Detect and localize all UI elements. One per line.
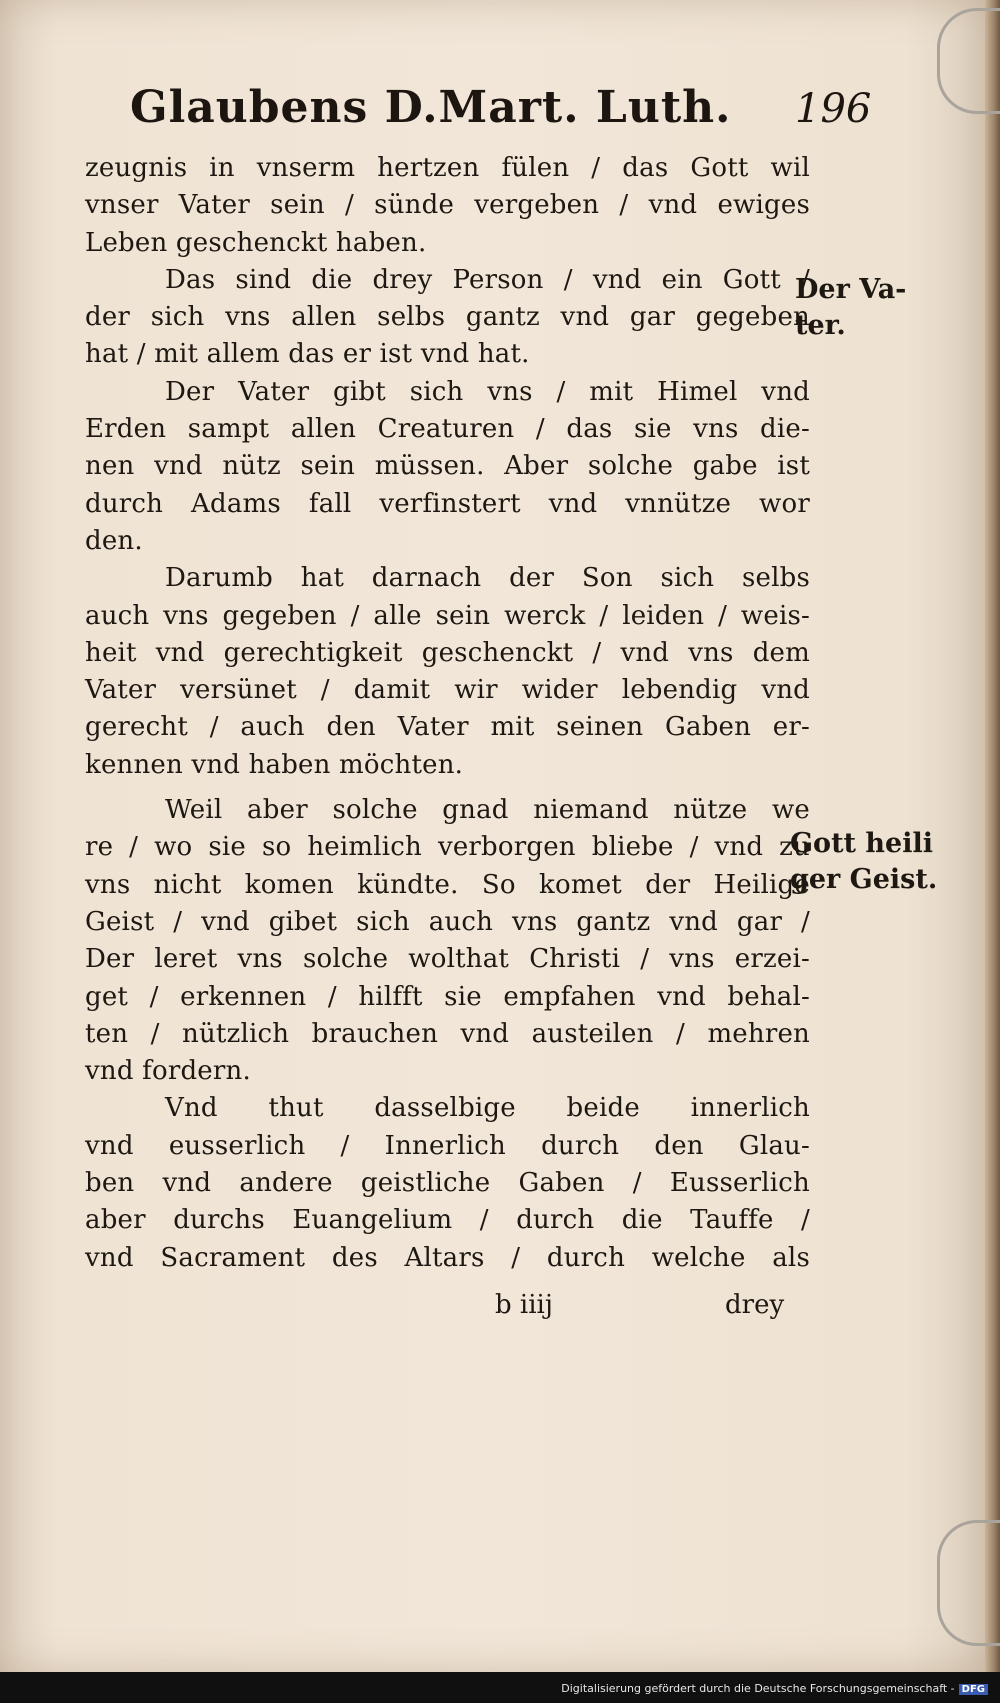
credit-text: Digitalisierung gefördert durch die Deutsche Forschungsgemeinschaft - bbox=[561, 1682, 955, 1695]
text-line: aber durchs Euangelium / durch die Tauffe / bbox=[85, 1205, 810, 1236]
signature-mark: b iiij bbox=[495, 1290, 553, 1320]
text-line: gerecht / auch den Vater mit seinen Gaben er- bbox=[85, 712, 810, 743]
margin-note-geist: Gott heili ger Geist. bbox=[790, 828, 938, 895]
text-line: hat / mit allem das er ist vnd hat. bbox=[85, 339, 530, 370]
book-fore-edge bbox=[985, 0, 1000, 1672]
text-line: Der leret vns solche wolthat Christi / vns erzei- bbox=[85, 944, 810, 975]
text-line: vns nicht komen kündte. So komet der Heilige bbox=[85, 869, 810, 900]
text-line: vnd eusserlich / Innerlich durch den Glau- bbox=[85, 1130, 810, 1161]
text-line: kennen vnd haben möchten. bbox=[85, 749, 464, 780]
text-line: Darumb hat darnach der Son sich selbs bbox=[165, 563, 810, 594]
text-line: Leben geschenckt haben. bbox=[85, 227, 427, 258]
margin-note-vater: Der Va- ter. bbox=[795, 274, 907, 341]
text-line: Vater versünet / damit wir wider lebendig vnd bbox=[85, 675, 810, 706]
dfg-logo: DFG bbox=[959, 1684, 988, 1695]
text-line: vnser Vater sein / sünde vergeben / vnd ewiges bbox=[85, 190, 810, 221]
text-line: nen vnd nütz sein müssen. Aber solche gabe ist bbox=[85, 451, 810, 482]
text-line: der sich vns allen selbs gantz vnd gar gegeben bbox=[85, 302, 810, 333]
page-clip-bottom bbox=[937, 1520, 1000, 1646]
text-line: get / erkennen / hilfft sie empfahen vnd behal- bbox=[85, 981, 810, 1012]
text-line: Weil aber solche gnad niemand nütze we bbox=[165, 795, 810, 826]
text-line: den. bbox=[85, 525, 143, 556]
text-line: Das sind die drey Person / vnd ein Gott / bbox=[165, 264, 810, 295]
digitization-credit bbox=[561, 1682, 988, 1695]
text-line: heit vnd gerechtigkeit geschenckt / vnd vns dem bbox=[85, 637, 810, 668]
text-line: vnd fordern. bbox=[85, 1056, 251, 1087]
text-line: Der Vater gibt sich vns / mit Himel vnd bbox=[165, 376, 810, 407]
text-line: auch vns gegeben / alle sein werck / leiden / weis- bbox=[85, 600, 810, 631]
text-line: Vnd thut dasselbige beide innerlich bbox=[165, 1093, 810, 1124]
text-line: vnd Sacrament des Altars / durch welche als bbox=[85, 1242, 810, 1273]
catchword: drey bbox=[725, 1290, 785, 1320]
page-clip-top bbox=[937, 8, 1000, 114]
text-line: ten / nützlich brauchen vnd austeilen / mehren bbox=[85, 1018, 810, 1049]
text-line: ben vnd andere geistliche Gaben / Eusserlich bbox=[85, 1168, 810, 1199]
page-number: 196 bbox=[795, 86, 872, 132]
running-head: Glaubens D.Mart. Luth. bbox=[130, 82, 732, 133]
text-line: Geist / vnd gibet sich auch vns gantz vnd gar / bbox=[85, 906, 810, 937]
text-line: zeugnis in vnserm hertzen fülen / das Gott wil bbox=[85, 153, 810, 183]
text-line: re / wo sie so heimlich verborgen bliebe / vnd zu bbox=[85, 832, 810, 863]
body-text bbox=[85, 150, 810, 1277]
text-line: Erden sampt allen Creaturen / das sie vns die- bbox=[85, 414, 810, 445]
text-line: durch Adams fall verfinstert vnd vnnütze wor bbox=[85, 488, 810, 519]
